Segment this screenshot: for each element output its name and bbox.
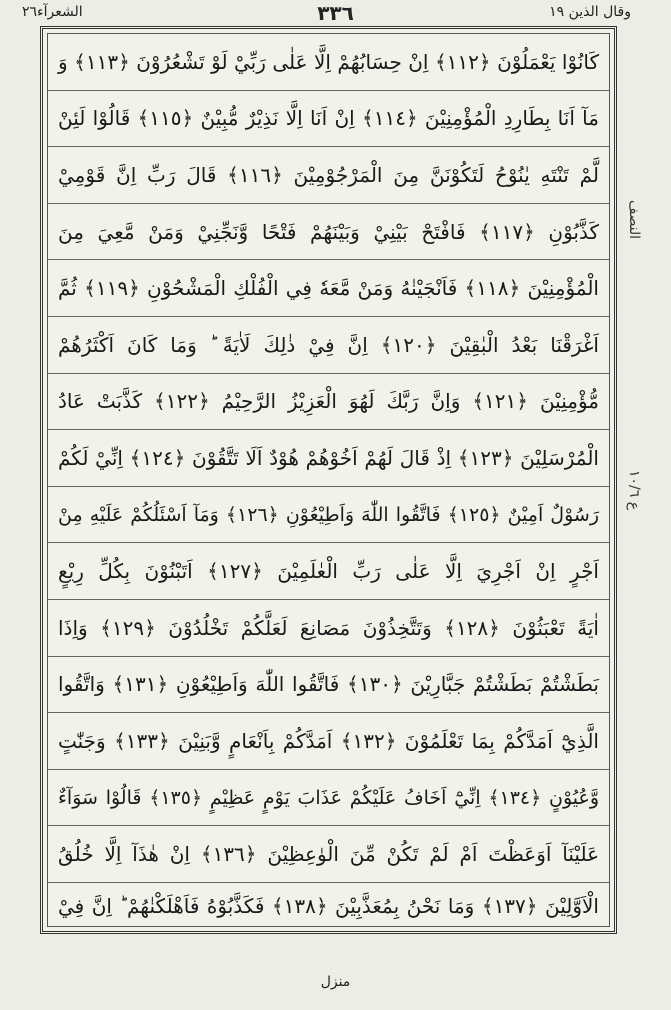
verse-line: اَغْرَقْنَا بَعْدُ الْبٰقِيْنَ ﴿١٢٠﴾ اِنَّ فِيْ ذٰلِكَ لَاٰيَةً ؕ وَمَا كَانَ اَكْثَرُهُمْ [48,317,609,374]
verse-line: مَآ اَنَا بِطَارِدِ الْمُؤْمِنِيْنَ ﴿١١٤﴾ اِنْ اَنَا اِلَّا نَذِيْرٌ مُّبِيْنٌ ﴿١١٥﴾ قَالُوْا لَئِنْ [48,91,609,148]
margin-note-nisf: النصف [626,200,642,240]
verse-line: اَجْرٍ اِنْ اَجْرِيَ اِلَّا عَلٰى رَبِّ الْعٰلَمِيْنَ ﴿١٢٧﴾ اَتَبْنُوْنَ بِكُلِّ رِيْعٍ [48,543,609,600]
verse-line: بَطَشْتُمْ بَطَشْتُمْ جَبَّارِيْنَ ﴿١٣٠﴾ فَاتَّقُوا اللّٰهَ وَاَطِيْعُوْنِ ﴿١٣١﴾ وَاتَّقُوا [48,657,609,714]
page-number: ٣٣٦ [317,1,354,25]
manzil-footer: منزل [320,974,351,990]
verse-line: رَسُوْلٌ اَمِيْنٌ ﴿١٢٥﴾ فَاتَّقُوا اللّٰهَ وَاَطِيْعُوْنِ ﴿١٢٦﴾ وَمَآ اَسْئَلُكُمْ عَلَيْهِ مِنْ [48,487,609,544]
text-frame [40,26,617,934]
verse-line: وَّعُيُوْنٍ ﴿١٣٤﴾ اِنِّيْٓ اَخَافُ عَلَيْكُمْ عَذَابَ يَوْمٍ عَظِيْمٍ ﴿١٣٥﴾ قَالُوْا سَوَآءٌ [48,770,609,827]
juz-name-header: وقال الذين ١٩ [549,4,631,20]
verse-line: عَلَيْنَآ اَوَعَظْتَ اَمْ لَمْ تَكُنْ مِّنَ الْوٰعِظِيْنَ ﴿١٣٦﴾ اِنْ هٰذَآ اِلَّا خُلُقُ [48,826,609,883]
margin-note-ruku: ع ١٠/٦ [626,470,642,511]
verse-line: الَّذِيْٓ اَمَدَّكُمْ بِمَا تَعْلَمُوْنَ ﴿١٣٢﴾ اَمَدَّكُمْ بِاَنْعَامٍ وَّبَنِيْنَ ﴿١٣٣﴾ وَجَنّٰتٍ [48,713,609,770]
text-frame-inner [47,33,610,927]
verse-lines [48,34,609,926]
verse-line: الْمُؤْمِنِيْنَ ﴿١١٨﴾ فَاَنْجَيْنٰهُ وَمَنْ مَّعَهٗ فِي الْفُلْكِ الْمَشْحُوْنِ ﴿١١٩﴾ ثُمَّ [48,260,609,317]
verse-line: الْمُرْسَلِيْنَ ﴿١٢٣﴾ اِذْ قَالَ لَهُمْ اَخُوْهُمْ هُوْدٌ اَلَا تَتَّقُوْنَ ﴿١٢٤﴾ اِنِّيْ لَكُمْ [48,430,609,487]
surah-name-header: الشعرآء٢٦ [22,4,83,20]
verse-line: كَذَّبُوْنِ ﴿١١٧﴾ فَافْتَحْ بَيْنِيْ وَبَيْنَهُمْ فَتْحًا وَّنَجِّنِيْ وَمَنْ مَّعِيَ مِنَ [48,204,609,261]
verse-line: الْاَوَّلِيْنَ ﴿١٣٧﴾ وَمَا نَحْنُ بِمُعَذَّبِيْنَ ﴿١٣٨﴾ فَكَذَّبُوْهُ فَاَهْلَكْنٰهُمْ ؕ اِنَّ فِيْ [58,893,599,918]
verse-line: لَّمْ تَنْتَهِ يٰنُوْحُ لَتَكُوْنَنَّ مِنَ الْمَرْجُوْمِيْنَ ﴿١١٦﴾ قَالَ رَبِّ اِنَّ قَوْمِيْ [48,147,609,204]
verse-line: مُّؤْمِنِيْنَ ﴿١٢١﴾ وَاِنَّ رَبَّكَ لَهُوَ الْعَزِيْزُ الرَّحِيْمُ ﴿١٢٢﴾ كَذَّبَتْ عَادُ [48,374,609,431]
verse-line: اٰيَةً تَعْبَثُوْنَ ﴿١٢٨﴾ وَتَتَّخِذُوْنَ مَصَانِعَ لَعَلَّكُمْ تَخْلُدُوْنَ ﴿١٢٩﴾ وَاِذَا [48,600,609,657]
verse-line: كَانُوْا يَعْمَلُوْنَ ﴿١١٢﴾ اِنْ حِسَابُهُمْ اِلَّا عَلٰى رَبِّيْ لَوْ تَشْعُرُوْنَ ﴿١١٣﴾ وَ [48,34,609,91]
